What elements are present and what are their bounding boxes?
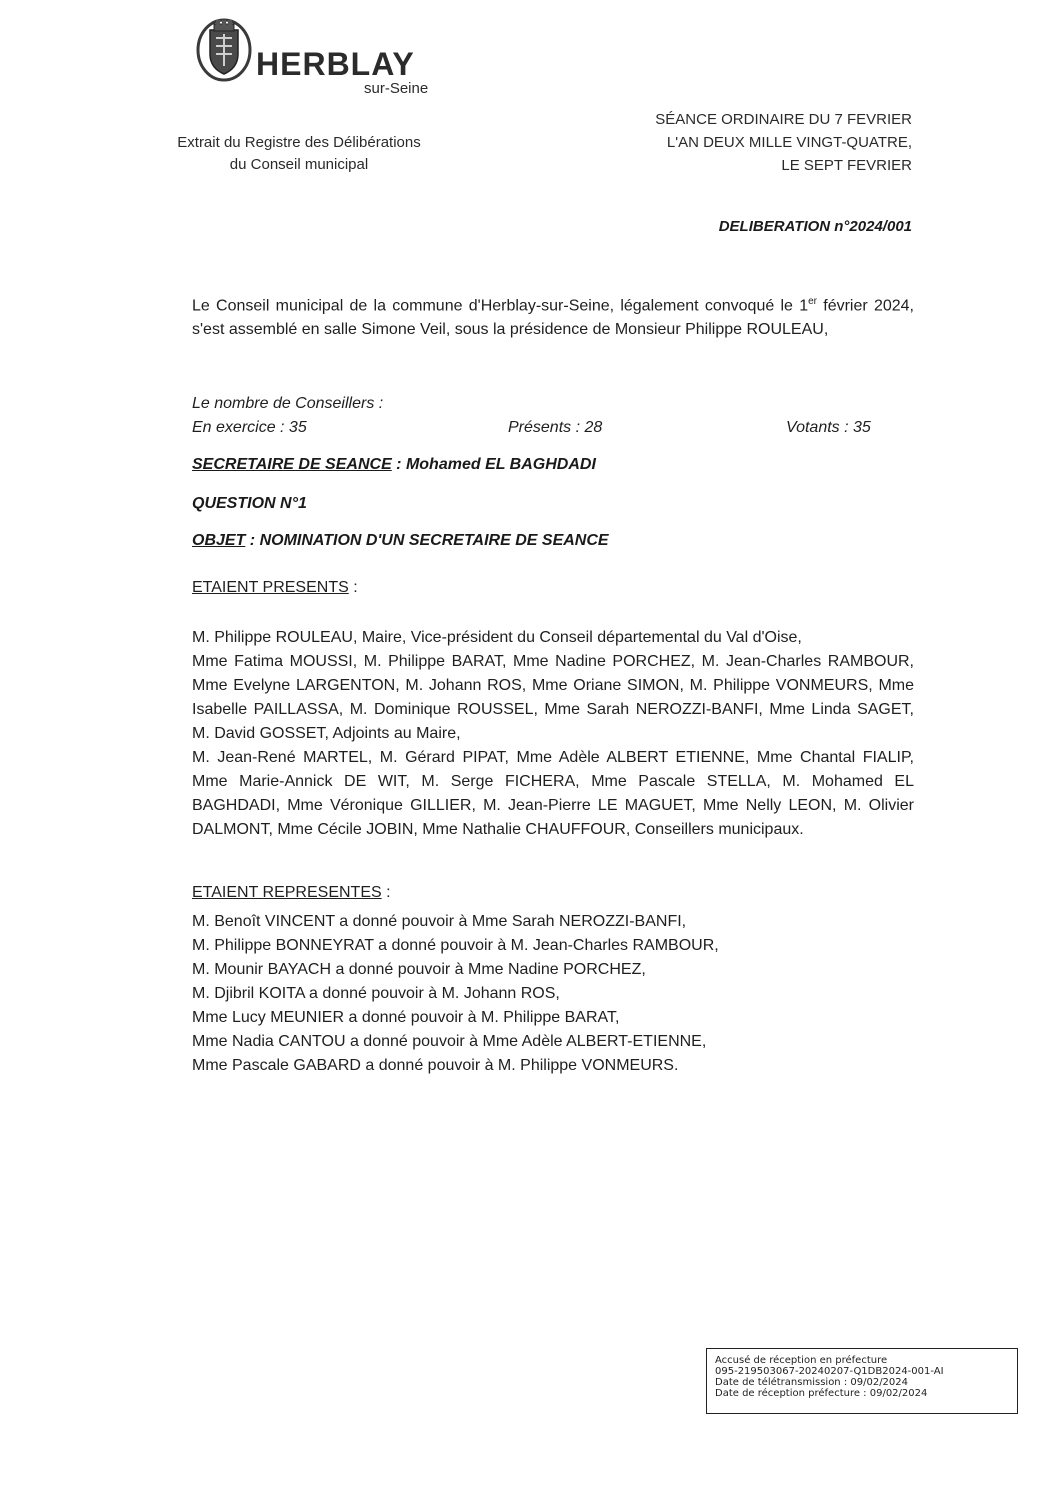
- list-item: M. Philippe BONNEYRAT a donné pouvoir à M. Jean-Charles RAMBOUR,: [192, 937, 719, 954]
- presents-paragraph-1: M. Philippe ROULEAU, Maire, Vice-président du Conseil départemental du Val d'Oise,: [192, 629, 802, 646]
- list-item: Mme Nadia CANTOU a donné pouvoir à Mme Adèle ALBERT-ETIENNE,: [192, 1033, 707, 1050]
- count-presents: Présents : 28: [508, 419, 603, 436]
- presents-title: ETAIENT PRESENTS: [192, 579, 349, 596]
- session-line-3: LE SEPT FEVRIER: [781, 157, 912, 174]
- count-votants: Votants : 35: [786, 419, 871, 436]
- herblay-logo: [196, 18, 446, 98]
- council-counts: [192, 392, 914, 440]
- stamp-line-4: Date de réception préfecture : 09/02/2024: [715, 1388, 928, 1399]
- intro-part-1: Le Conseil municipal de la commune d'Herblay-sur-Seine, légalement convoqué le 1: [192, 297, 809, 315]
- secretary-value: : Mohamed EL BAGHDADI: [391, 456, 596, 473]
- counts-label: Le nombre de Conseillers :: [192, 395, 384, 412]
- prefecture-receipt-stamp: [706, 1348, 1018, 1414]
- list-item: M. Djibril KOITA a donné pouvoir à M. Johann ROS,: [192, 985, 560, 1002]
- represented-list: [192, 910, 914, 1078]
- list-item: Mme Pascale GABARD a donné pouvoir à M. Philippe VONMEURS.: [192, 1057, 679, 1074]
- list-item: M. Benoît VINCENT a donné pouvoir à Mme Sarah NEROZZI-BANFI,: [192, 913, 687, 930]
- secretary-label: SECRETAIRE DE SEANCE: [192, 456, 392, 473]
- register-label: [160, 132, 438, 176]
- represented-title: ETAIENT REPRESENTES: [192, 884, 382, 901]
- count-exercice: En exercice : 35: [192, 419, 307, 436]
- stamp-line-2: 095-219503067-20240207-Q1DB2024-001-AI: [715, 1366, 944, 1377]
- presents-paragraph-3: M. Jean-René MARTEL, M. Gérard PIPAT, Mme Adèle ALBERT ETIENNE, Mme Chantal FIALIP, Mme Marie-Annick DE WIT, M. Serge FICHERA, Mme Pascale STELLA, M. Mohamed EL BAGHDADI, Mme Véronique GILLIER, M. Jean-Pierre LE MAGUET, Mme Nelly LEON, M. Olivier DALMONT, Mme Cécile JOBIN, Mme Nathalie CHAUFFOUR, Conseillers municipaux.: [192, 749, 914, 838]
- session-line-1: SÉANCE ORDINAIRE DU 7 FEVRIER: [655, 111, 912, 128]
- presents-title-suffix: :: [348, 579, 358, 596]
- register-line-1: Extrait du Registre des Délibérations: [177, 134, 421, 151]
- represented-heading: [192, 884, 391, 902]
- list-item: Mme Lucy MEUNIER a donné pouvoir à M. Philippe BARAT,: [192, 1009, 620, 1026]
- brand-name: HERBLAY: [256, 46, 415, 82]
- question-number: QUESTION N°1: [192, 495, 307, 512]
- presents-heading: [192, 579, 358, 597]
- represented-title-suffix: :: [381, 884, 391, 901]
- subject: [192, 532, 609, 550]
- session-line-2: L'AN DEUX MILLE VINGT-QUATRE,: [666, 134, 912, 151]
- coat-of-arms-icon: [196, 18, 252, 82]
- presents-list: [192, 626, 914, 842]
- register-line-2: du Conseil municipal: [229, 156, 369, 173]
- session-info: [492, 108, 912, 177]
- presents-paragraph-2: Mme Fatima MOUSSI, M. Philippe BARAT, Mme Nadine PORCHEZ, M. Jean-Charles RAMBOUR, Mme Evelyne LARGENTON, M. Johann ROS, Mme Oriane SIMON, M. Philippe VONMEURS, Mme Isabelle PAILLASSA, M. Dominique ROUSSEL, Mme Sarah NEROZZI-BANFI, Mme Linda SAGET, M. David GOSSET, Adjoints au Maire,: [192, 653, 914, 742]
- stamp-line-1: Accusé de réception en préfecture: [715, 1355, 888, 1366]
- subject-label: OBJET: [192, 532, 246, 549]
- intro-part-2: février 2024, s'est assemblé en salle Simone Veil, sous la présidence de Monsieur Philippe ROULEAU,: [192, 297, 914, 339]
- stamp-line-3: Date de télétransmission : 09/02/2024: [715, 1377, 909, 1388]
- brand-subtitle: sur-Seine: [364, 80, 429, 97]
- intro-paragraph: [192, 290, 914, 342]
- session-secretary: [192, 456, 596, 474]
- counts-row: [192, 416, 914, 440]
- intro-superscript: er: [808, 296, 817, 307]
- list-item: M. Mounir BAYACH a donné pouvoir à Mme Nadine PORCHEZ,: [192, 961, 646, 978]
- deliberation-number: DELIBERATION n°2024/001: [718, 218, 912, 235]
- subject-value: : NOMINATION D'UN SECRETAIRE DE SEANCE: [245, 532, 609, 549]
